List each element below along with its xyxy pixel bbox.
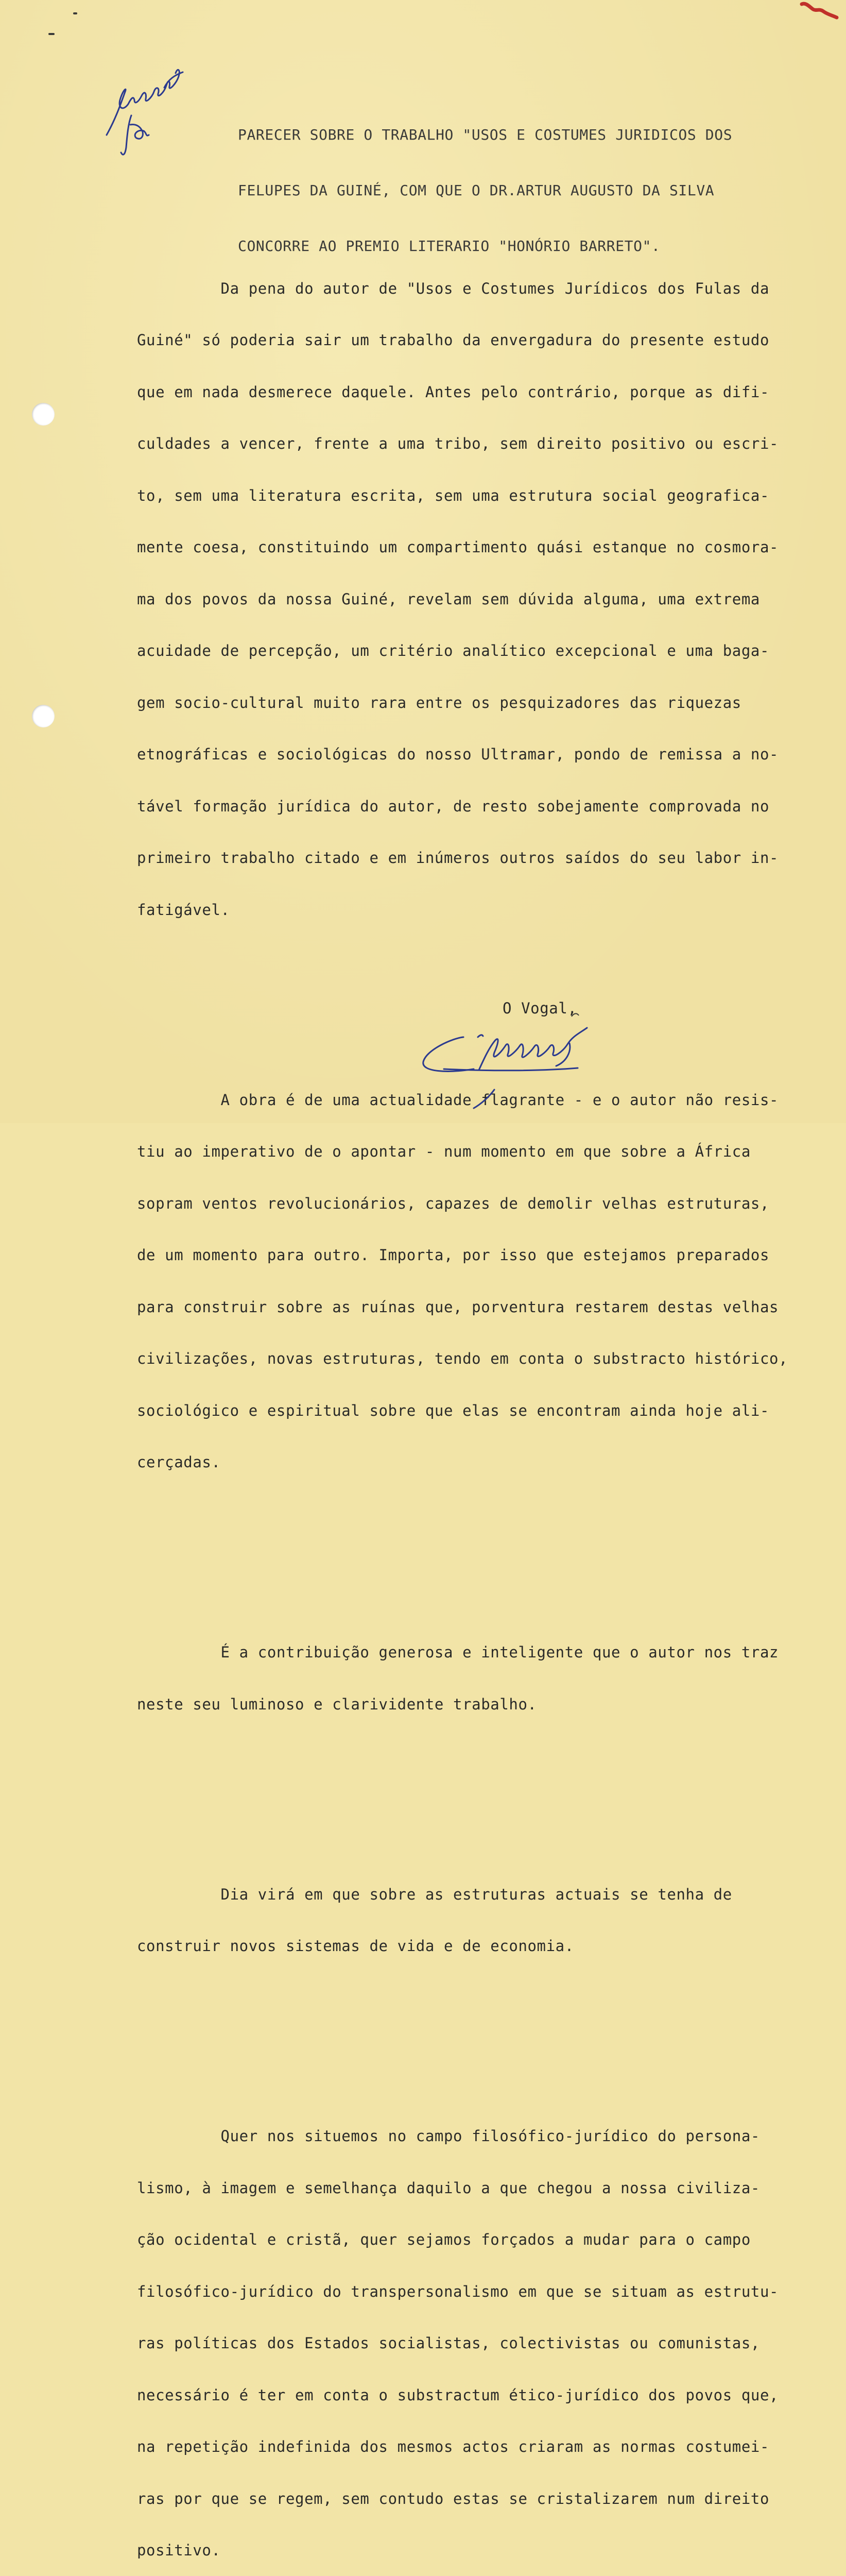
text-line: mente coesa, constituindo um compartimento quási estanque no cosmora- <box>137 538 779 556</box>
text-line: primeiro trabalho citado e em inúmeros outros saídos do seu labor in- <box>137 849 779 867</box>
text-line: fatigável. <box>137 901 230 919</box>
text-line: na repetição indefinida dos mesmos actos criaram as normas costumei- <box>137 2438 770 2455</box>
text-line: Dia virá em que sobre as estruturas actuais se tenha de <box>137 1885 732 1903</box>
paragraph-1 <box>137 246 788 954</box>
punch-hole <box>32 403 55 426</box>
paragraph-5 <box>137 2093 788 2576</box>
ink-speck <box>48 33 55 35</box>
paragraph-4 <box>137 1852 788 1990</box>
text-line: culdades a vencer, frente a uma tribo, sem direito positivo ou escri- <box>137 435 779 452</box>
red-ink-mark <box>801 0 846 21</box>
text-line: sopram ventos revolucionários, capazes de demolir velhas estruturas, <box>137 1194 770 1212</box>
title-line: CONCORRE AO PREMIO LITERARIO "HONÓRIO BARRETO". <box>238 238 661 255</box>
handwritten-annotation <box>100 46 234 160</box>
text-line: acuidade de percepção, um critério analítico excepcional e uma baga- <box>137 642 770 659</box>
text-line: ras por que se regem, sem contudo estas se cristalizarem num direito <box>137 2489 770 2507</box>
text-line: tável formação jurídica do autor, de resto sobejamente comprovada no <box>137 797 770 815</box>
paragraph-2 <box>137 1057 788 1506</box>
text-line: civilizações, novas estruturas, tendo em conta o substracto histórico, <box>137 1350 788 1367</box>
text-line: sociológico e espiritual sobre que elas se encontram ainda hoje ali- <box>137 1401 770 1419</box>
paragraph-3 <box>137 1609 788 1748</box>
text-line: etnográficas e sociológicas do nosso Ultramar, pondo de remissa a no- <box>137 745 779 763</box>
text-line: ras políticas dos Estados socialistas, colectivistas ou comunistas, <box>137 2334 760 2352</box>
text-line: que em nada desmerece daquele. Antes pelo contrário, porque as difi- <box>137 383 770 401</box>
text-line: positivo. <box>137 2541 221 2559</box>
text-line: de um momento para outro. Importa, por isso que estejamos preparados <box>137 1246 770 1264</box>
text-line: A obra é de uma actualidade flagrante - e o autor não resis- <box>137 1091 779 1109</box>
text-line: neste seu luminoso e clarividente trabalho. <box>137 1695 537 1713</box>
text-line: para construir sobre as ruínas que, porventura restarem destas velhas <box>137 1298 779 1316</box>
text-line: Da pena do autor de "Usos e Costumes Jurídicos dos Fulas da <box>137 279 770 297</box>
text-line: gem socio-cultural muito rara entre os pesquizadores das riquezas <box>137 693 741 711</box>
ink-speck <box>73 12 77 14</box>
text-line: lismo, à imagem e semelhança daquilo a que chegou a nossa civiliza- <box>137 2179 760 2197</box>
punch-hole <box>32 705 55 727</box>
title-line: FELUPES DA GUINÉ, COM QUE O DR.ARTUR AUGUSTO DA SILVA <box>238 182 715 199</box>
text-line: É a contribuição generosa e inteligente que o autor nos traz <box>137 1643 779 1661</box>
text-line: tiu ao imperativo de o apontar - num momento em que sobre a África <box>137 1143 751 1160</box>
text-line: necessário é ter em conta o substractum ético-jurídico dos povos que, <box>137 2386 779 2404</box>
document-body <box>137 194 788 2576</box>
closing-label: O Vogal, <box>503 999 577 1017</box>
text-line: Guiné" só poderia sair um trabalho da envergadura do presente estudo <box>137 331 770 349</box>
text-line: construir novos sistemas de vida e de economia. <box>137 1937 574 1955</box>
text-line: cerçadas. <box>137 1453 221 1471</box>
text-line: to, sem uma literatura escrita, sem uma estrutura social geografica- <box>137 486 770 504</box>
text-line: Quer nos situemos no campo filosófico-jurídico do persona- <box>137 2127 760 2145</box>
text-line: ção ocidental e cristã, quer sejamos forçados a mudar para o campo <box>137 2231 751 2248</box>
handwritten-signature <box>417 1012 685 1115</box>
text-line: filosófico-jurídico do transpersonalismo em que se situam as estrutu- <box>137 2282 779 2300</box>
title-line: PARECER SOBRE O TRABALHO "USOS E COSTUMES JURIDICOS DOS <box>238 126 733 143</box>
text-line: ma dos povos da nossa Guiné, revelam sem dúvida alguma, uma extrema <box>137 590 760 608</box>
